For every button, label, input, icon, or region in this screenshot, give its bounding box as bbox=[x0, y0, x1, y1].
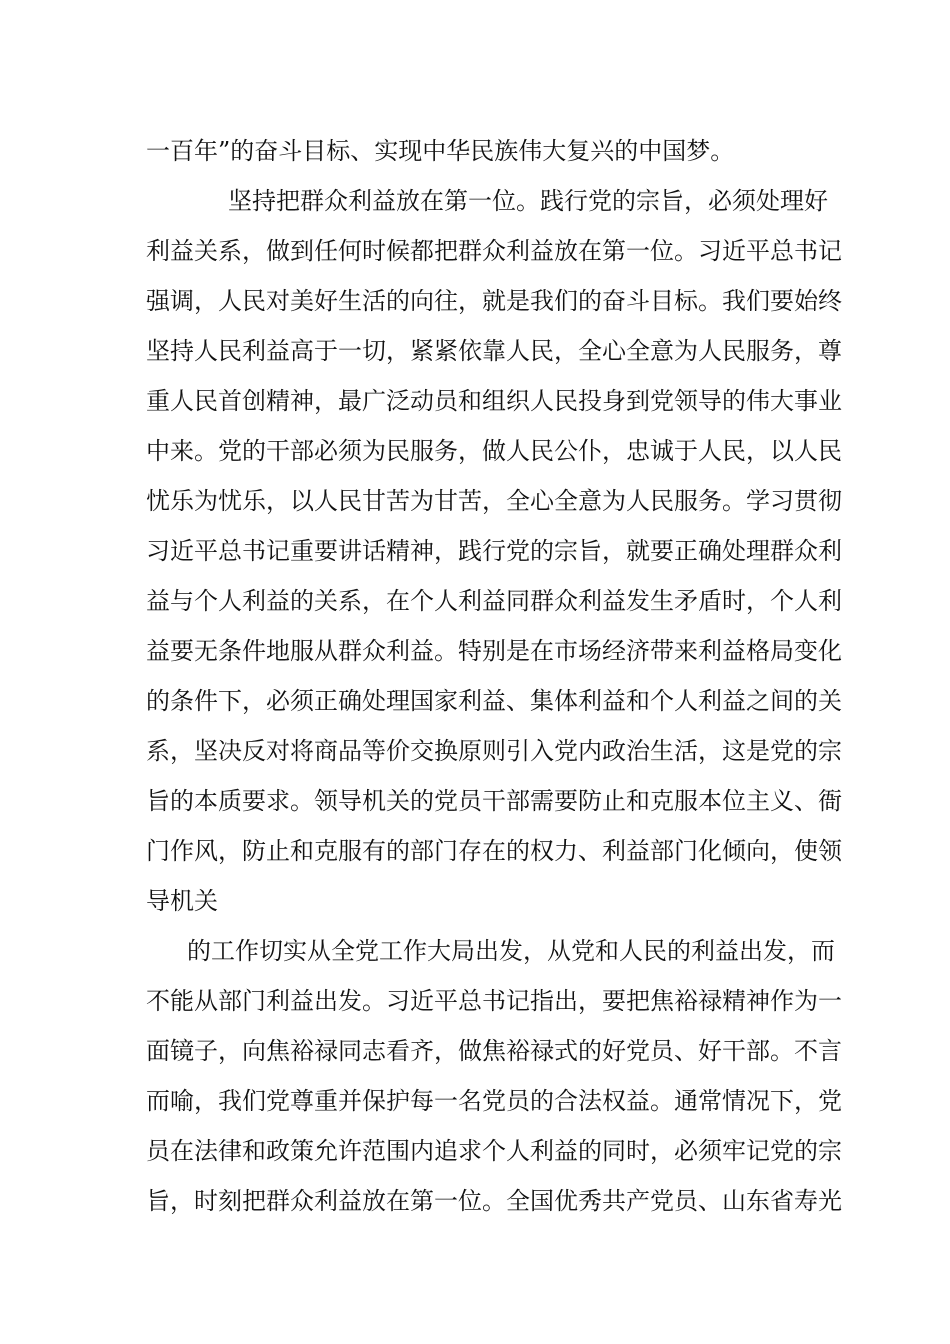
text-line: 旨的本质要求。领导机关的党员干部需要防止和克服本位主义、衙 bbox=[146, 787, 842, 815]
text-line: 门作风，防止和克服有的部门存在的权力、利益部门化倾向，使领 bbox=[146, 837, 842, 865]
text-line: 习近平总书记重要讲话精神，践行党的宗旨，就要正确处理群众利 bbox=[146, 537, 842, 565]
text-line: 而喻，我们党尊重并保护每一名党员的合法权益。通常情况下，党 bbox=[146, 1087, 842, 1115]
text-line: 一百年”的奋斗目标、实现中华民族伟大复兴的中国梦。 bbox=[146, 137, 735, 165]
text-line: 坚持人民利益高于一切，紧紧依靠人民，全心全意为人民服务，尊 bbox=[146, 337, 842, 365]
text-line: 员在法律和政策允许范围内追求个人利益的同时，必须牢记党的宗 bbox=[146, 1137, 842, 1165]
text-line: 旨，时刻把群众利益放在第一位。全国优秀共产党员、山东省寿光 bbox=[146, 1187, 842, 1215]
text-line: 的条件下，必须正确处理国家利益、集体利益和个人利益之间的关 bbox=[146, 687, 842, 715]
text-line: 导机关 bbox=[146, 887, 218, 915]
paragraph-first-line: 的工作切实从全党工作大局出发，从党和人民的利益出发，而 bbox=[187, 937, 835, 965]
text-line: 中来。党的干部必须为民服务，做人民公仆，忠诚于人民，以人民 bbox=[146, 437, 842, 465]
text-line: 益与个人利益的关系，在个人利益同群众利益发生矛盾时，个人利 bbox=[146, 587, 842, 615]
text-line: 忧乐为忧乐，以人民甘苦为甘苦，全心全意为人民服务。学习贯彻 bbox=[146, 487, 842, 515]
text-line: 系，坚决反对将商品等价交换原则引入党内政治生活，这是党的宗 bbox=[146, 737, 842, 765]
text-line: 不能从部门利益出发。习近平总书记指出，要把焦裕禄精神作为一 bbox=[146, 987, 842, 1015]
text-line: 利益关系，做到任何时候都把群众利益放在第一位。习近平总书记 bbox=[146, 237, 842, 265]
paragraph-first-line: 坚持把群众利益放在第一位。践行党的宗旨，必须处理好 bbox=[228, 187, 828, 215]
text-line: 强调，人民对美好生活的向往，就是我们的奋斗目标。我们要始终 bbox=[146, 287, 842, 315]
text-line: 益要无条件地服从群众利益。特别是在市场经济带来利益格局变化 bbox=[146, 637, 842, 665]
text-line: 重人民首创精神，最广泛动员和组织人民投身到党领导的伟大事业 bbox=[146, 387, 842, 415]
text-line: 面镜子，向焦裕禄同志看齐，做焦裕禄式的好党员、好干部。不言 bbox=[146, 1037, 842, 1065]
